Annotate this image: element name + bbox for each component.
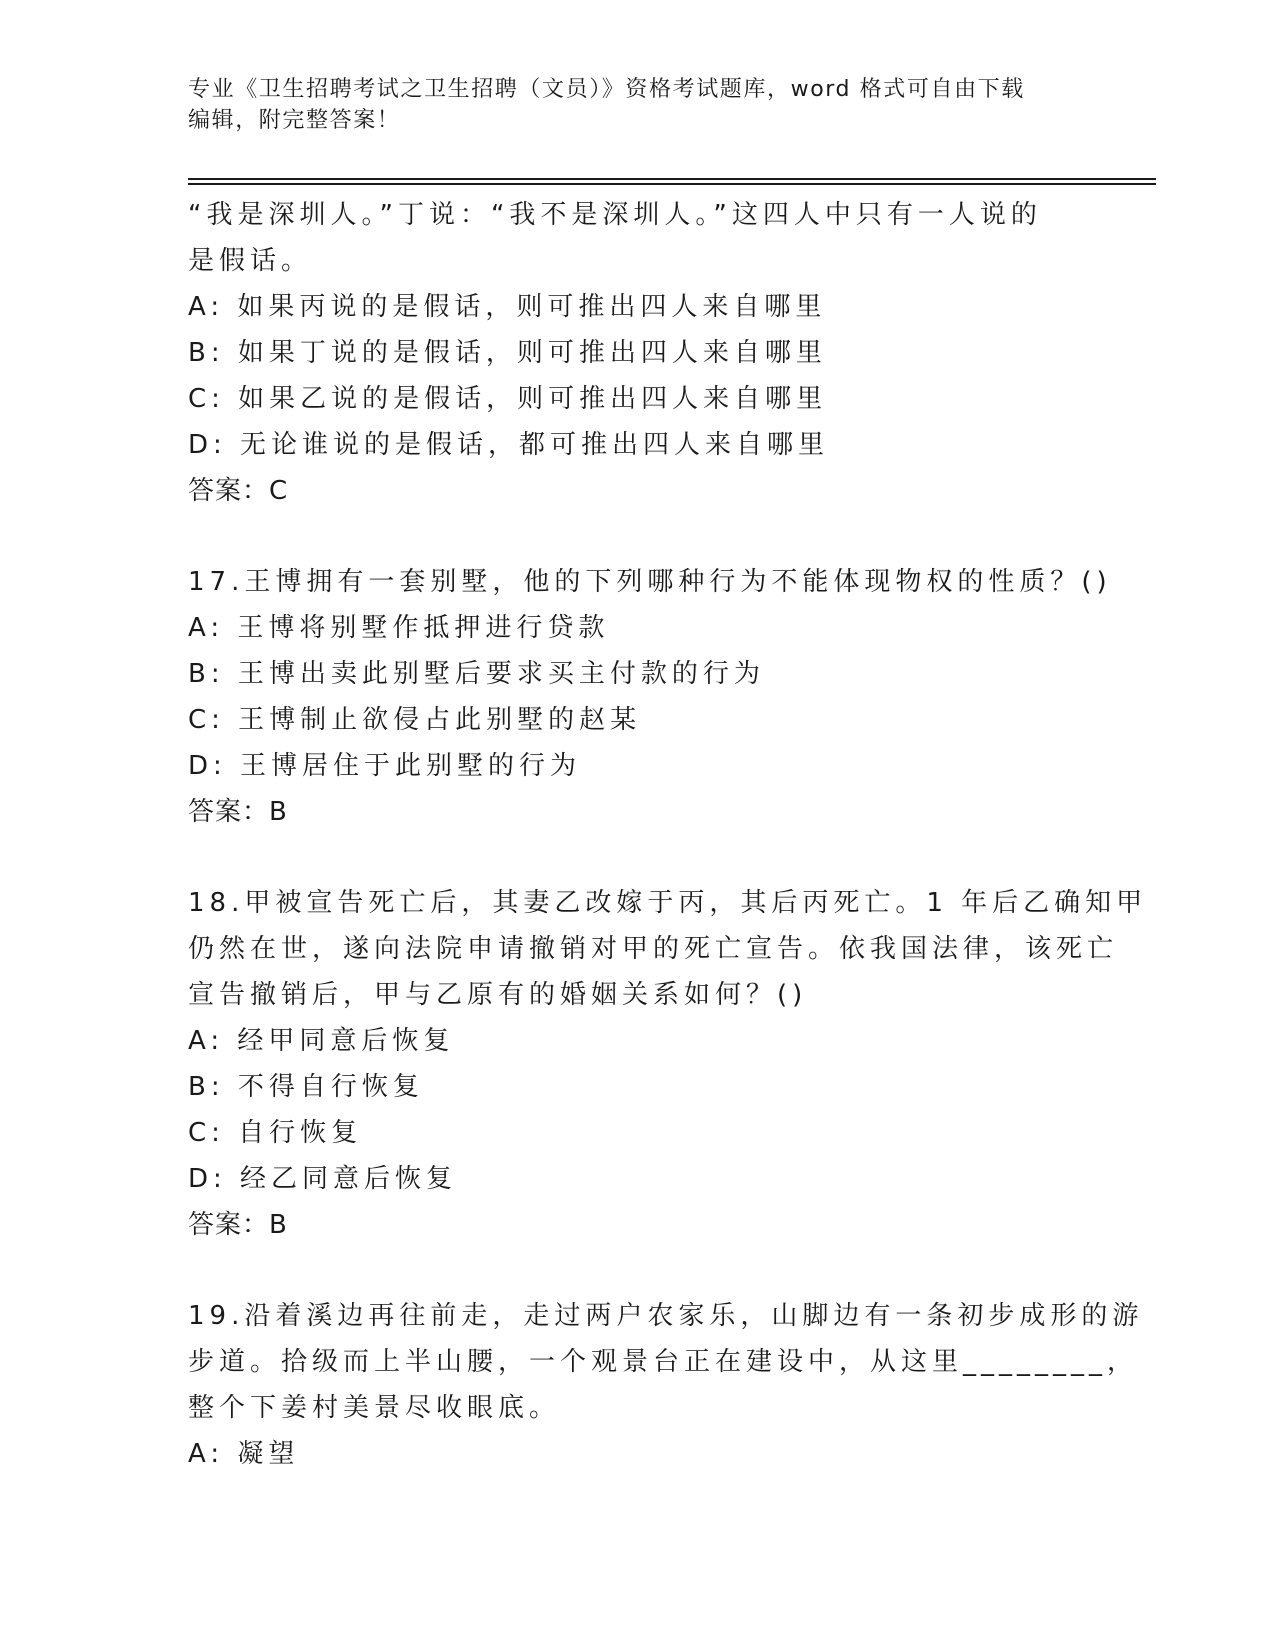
option-a: A: 凝望 [188, 1439, 300, 1469]
option-d: D: 经乙同意后恢复 [188, 1164, 458, 1194]
question-spacer [188, 835, 1088, 880]
question-18 [188, 880, 1148, 1248]
question-list [188, 192, 1148, 1477]
option-d: D: 无论谁说的是假话，都可推出四人来自哪里 [188, 430, 830, 460]
question-text-line: 18.甲被宣告死亡后，其妻乙改嫁于丙，其后丙死亡。1 年后乙确知甲 [188, 888, 1148, 918]
header-line-1: 专业《卫生招聘考试之卫生招聘（文员）》资格考试题库，word 格式可自由下载 [188, 77, 1025, 102]
question-spacer [188, 514, 1088, 559]
option-a: A: 经甲同意后恢复 [188, 1026, 455, 1056]
header-divider-top [188, 178, 1156, 180]
question-text-line: 宣告撤销后，甲与乙原有的婚姻关系如何？() [188, 980, 808, 1010]
option-a: A: 如果丙说的是假话，则可推出四人来自哪里 [188, 292, 827, 322]
option-b: B: 如果丁说的是假话，则可推出四人来自哪里 [188, 338, 827, 368]
question-text-line: 整个下姜村美景尽收眼底。 [188, 1393, 561, 1423]
header-divider-bottom [188, 183, 1156, 185]
option-c: C: 王博制止欲侵占此别墅的赵某 [188, 705, 642, 735]
question-text-line: 步道。拾级而上半山腰，一个观景台正在建设中，从这里________， [188, 1347, 1139, 1377]
answer-line: 答案：B [188, 797, 288, 827]
question-16 [188, 192, 1088, 514]
question-text-line: 是假话。 [188, 246, 313, 276]
document-header [188, 74, 1088, 136]
question-text-line: 仍然在世，遂向法院申请撤销对甲的死亡宣告。依我国法律，该死亡 [188, 934, 1119, 964]
question-text-line: “我是深圳人。”丁说：“我不是深圳人。”这四人中只有一人说的 [188, 200, 1042, 230]
option-c: C: 自行恢复 [188, 1118, 363, 1148]
option-d: D: 王博居住于此别墅的行为 [188, 751, 582, 781]
option-b: B: 王博出卖此别墅后要求买主付款的行为 [188, 659, 765, 689]
question-17 [188, 559, 1112, 835]
option-a: A: 王博将别墅作抵押进行贷款 [188, 613, 610, 643]
question-text-line: 17.王博拥有一套别墅，他的下列哪种行为不能体现物权的性质？() [188, 567, 1112, 597]
answer-line: 答案：C [188, 476, 289, 506]
question-text-line: 19.沿着溪边再往前走，走过两户农家乐，山脚边有一条初步成形的游 [188, 1301, 1144, 1331]
answer-line: 答案：B [188, 1210, 288, 1240]
question-spacer [188, 1248, 1088, 1293]
option-c: C: 如果乙说的是假话，则可推出四人来自哪里 [188, 384, 828, 414]
question-19 [188, 1293, 1144, 1477]
option-b: B: 不得自行恢复 [188, 1072, 424, 1102]
header-line-2: 编辑，附完整答案！ [188, 108, 401, 133]
